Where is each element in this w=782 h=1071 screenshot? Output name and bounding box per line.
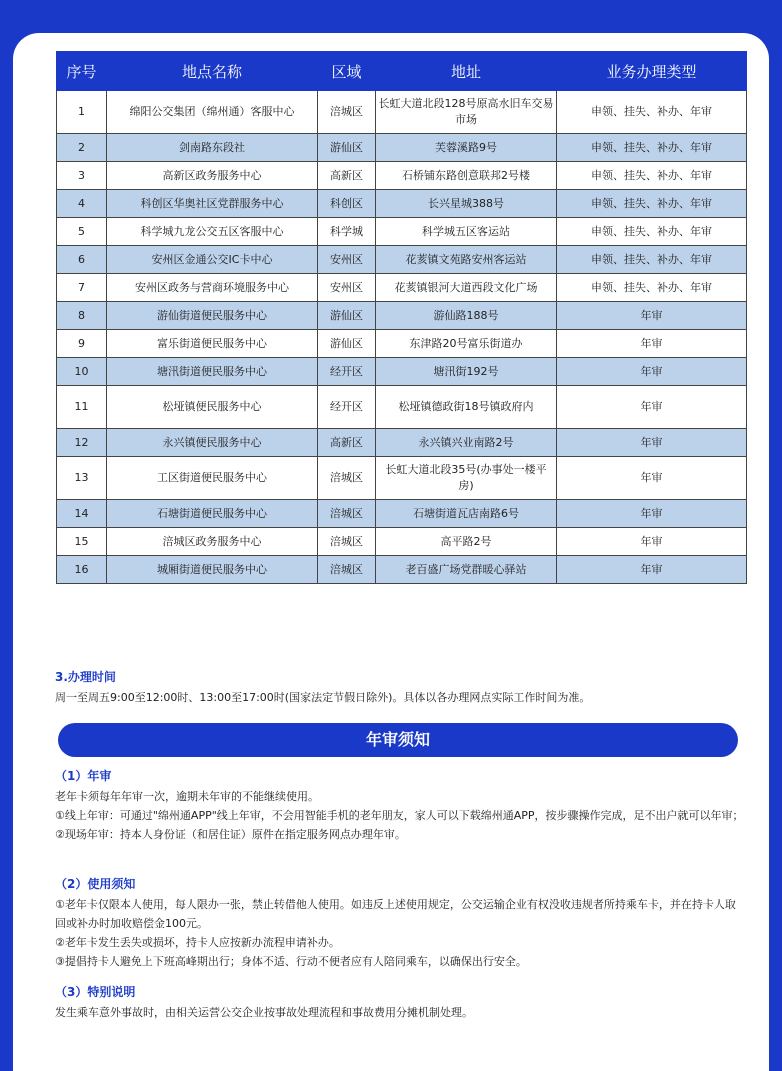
cell-district: 游仙区 (318, 134, 376, 162)
cell-number: 13 (57, 457, 107, 500)
cell-number: 10 (57, 358, 107, 386)
cell-address: 长虹大道北段35号(办事处一楼平房) (376, 457, 557, 500)
cell-number: 6 (57, 246, 107, 274)
header-service-type: 业务办理类型 (557, 52, 747, 91)
cell-number: 14 (57, 500, 107, 528)
cell-number: 7 (57, 274, 107, 302)
cell-address: 长兴星城388号 (376, 190, 557, 218)
content-card (13, 33, 769, 1071)
cell-service-type: 年审 (557, 500, 747, 528)
cell-location-name: 富乐街道便民服务中心 (107, 330, 318, 358)
annual-review-onsite: ②现场年审：持本人身份证（和居住证）原件在指定服务网点办理年审。 (55, 828, 406, 841)
cell-location-name: 剑南路东段社 (107, 134, 318, 162)
table-row (57, 246, 747, 274)
table-row (57, 556, 747, 584)
annual-notice-banner: 年审须知 (58, 723, 738, 757)
cell-service-type: 年审 (557, 330, 747, 358)
cell-location-name: 涪城区政务服务中心 (107, 528, 318, 556)
cell-district: 涪城区 (318, 528, 376, 556)
annual-review-online: ①线上年审：可通过"绵州通APP"线上年审，不会用智能手机的老年朋友，家人可以下载绵州通APP，按步骤操作完成，足不出户就可以年审； (55, 809, 744, 822)
cell-district: 涪城区 (318, 556, 376, 584)
cell-number: 8 (57, 302, 107, 330)
cell-service-type: 申领、挂失、补办、年审 (557, 162, 747, 190)
table-row (57, 274, 747, 302)
table-row (57, 528, 747, 556)
cell-address: 花荄镇银河大道西段文化广场 (376, 274, 557, 302)
table-row (57, 134, 747, 162)
hours-text: 周一至周五9:00至12:00时、13:00至17:00时(国家法定节假日除外)。具体以各办理网点实际工作时间为准。 (55, 691, 591, 704)
table-row (57, 386, 747, 429)
cell-service-type: 申领、挂失、补办、年审 (557, 190, 747, 218)
cell-number: 2 (57, 134, 107, 162)
annual-review-line: 老年卡须每年年审一次，逾期未年审的不能继续使用。 (55, 790, 319, 803)
cell-location-name: 安州区金通公交IC卡中心 (107, 246, 318, 274)
table-row (57, 162, 747, 190)
cell-number: 15 (57, 528, 107, 556)
cell-location-name: 松垭镇便民服务中心 (107, 386, 318, 429)
cell-district: 安州区 (318, 274, 376, 302)
special-text: 发生乘车意外事故时，由相关运营公交企业按事故处理流程和事故费用分摊机制处理。 (55, 1006, 473, 1019)
table-row (57, 500, 747, 528)
cell-number: 11 (57, 386, 107, 429)
cell-location-name: 游仙街道便民服务中心 (107, 302, 318, 330)
cell-address: 科学城五区客运站 (376, 218, 557, 246)
cell-location-name: 塘汛街道便民服务中心 (107, 358, 318, 386)
cell-address: 东津路20号富乐街道办 (376, 330, 557, 358)
cell-location-name: 永兴镇便民服务中心 (107, 429, 318, 457)
cell-address: 永兴镇兴业南路2号 (376, 429, 557, 457)
cell-district: 科创区 (318, 190, 376, 218)
cell-service-type: 申领、挂失、补办、年审 (557, 274, 747, 302)
table-header-row (57, 52, 747, 91)
cell-service-type: 年审 (557, 302, 747, 330)
usage-line-3: ③提倡持卡人避免上下班高峰期出行；身体不适、行动不便者应有人陪同乘车，以确保出行安全。 (55, 955, 527, 968)
cell-district: 涪城区 (318, 457, 376, 500)
cell-address: 石桥铺东路创意联邦2号楼 (376, 162, 557, 190)
cell-district: 高新区 (318, 429, 376, 457)
usage-text (55, 895, 745, 971)
table-row (57, 91, 747, 134)
cell-address: 长虹大道北段128号原高水旧车交易市场 (376, 91, 557, 134)
cell-address: 塘汛街192号 (376, 358, 557, 386)
cell-location-name: 高新区政务服务中心 (107, 162, 318, 190)
cell-service-type: 年审 (557, 386, 747, 429)
cell-number: 16 (57, 556, 107, 584)
cell-district: 安州区 (318, 246, 376, 274)
cell-address: 芙蓉溪路9号 (376, 134, 557, 162)
cell-service-type: 年审 (557, 528, 747, 556)
cell-address: 游仙路188号 (376, 302, 557, 330)
annual-review-text (55, 787, 745, 844)
cell-location-name: 安州区政务与营商环境服务中心 (107, 274, 318, 302)
cell-address: 石塘街道瓦店南路6号 (376, 500, 557, 528)
hours-heading: 3.办理时间 (55, 670, 116, 684)
cell-district: 科学城 (318, 218, 376, 246)
header-district: 区域 (318, 52, 376, 91)
cell-address: 松垭镇德政街18号镇政府内 (376, 386, 557, 429)
usage-heading: （2）使用须知 (55, 877, 136, 891)
cell-location-name: 绵阳公交集团（绵州通）客服中心 (107, 91, 318, 134)
usage-line-1: ①老年卡仅限本人使用，每人限办一张，禁止转借他人使用。如违反上述使用规定，公交运输企业有权没收违规者所持乘车卡，并在持卡人取回或补办时加收赔偿金100元。 (55, 898, 736, 930)
cell-location-name: 城厢街道便民服务中心 (107, 556, 318, 584)
cell-district: 经开区 (318, 386, 376, 429)
cell-district: 游仙区 (318, 330, 376, 358)
cell-address: 老百盛广场党群暖心驿站 (376, 556, 557, 584)
table-row (57, 190, 747, 218)
cell-district: 经开区 (318, 358, 376, 386)
cell-district: 高新区 (318, 162, 376, 190)
cell-location-name: 科学城九龙公交五区客服中心 (107, 218, 318, 246)
cell-location-name: 石塘街道便民服务中心 (107, 500, 318, 528)
table-row (57, 429, 747, 457)
table-row (57, 218, 747, 246)
cell-district: 涪城区 (318, 500, 376, 528)
cell-location-name: 工区街道便民服务中心 (107, 457, 318, 500)
cell-service-type: 申领、挂失、补办、年审 (557, 218, 747, 246)
special-heading: （3）特别说明 (55, 985, 136, 999)
cell-number: 5 (57, 218, 107, 246)
cell-service-type: 年审 (557, 358, 747, 386)
cell-district: 游仙区 (318, 302, 376, 330)
table-row (57, 330, 747, 358)
cell-number: 3 (57, 162, 107, 190)
cell-address: 高平路2号 (376, 528, 557, 556)
cell-number: 9 (57, 330, 107, 358)
service-location-table (56, 51, 747, 584)
table-row (57, 302, 747, 330)
cell-service-type: 年审 (557, 556, 747, 584)
cell-address: 花荄镇文苑路安州客运站 (376, 246, 557, 274)
table-row (57, 358, 747, 386)
cell-location-name: 科创区华奥社区党群服务中心 (107, 190, 318, 218)
cell-service-type: 申领、挂失、补办、年审 (557, 91, 747, 134)
header-location-name: 地点名称 (107, 52, 318, 91)
header-address: 地址 (376, 52, 557, 91)
cell-number: 1 (57, 91, 107, 134)
table-row (57, 457, 747, 500)
cell-service-type: 年审 (557, 429, 747, 457)
cell-number: 12 (57, 429, 107, 457)
cell-district: 涪城区 (318, 91, 376, 134)
annual-review-heading: （1）年审 (55, 769, 112, 783)
cell-service-type: 申领、挂失、补办、年审 (557, 134, 747, 162)
usage-line-2: ②老年卡发生丢失或损坏，持卡人应按新办流程申请补办。 (55, 936, 340, 949)
cell-number: 4 (57, 190, 107, 218)
cell-service-type: 年审 (557, 457, 747, 500)
header-number: 序号 (57, 52, 107, 91)
cell-service-type: 申领、挂失、补办、年审 (557, 246, 747, 274)
